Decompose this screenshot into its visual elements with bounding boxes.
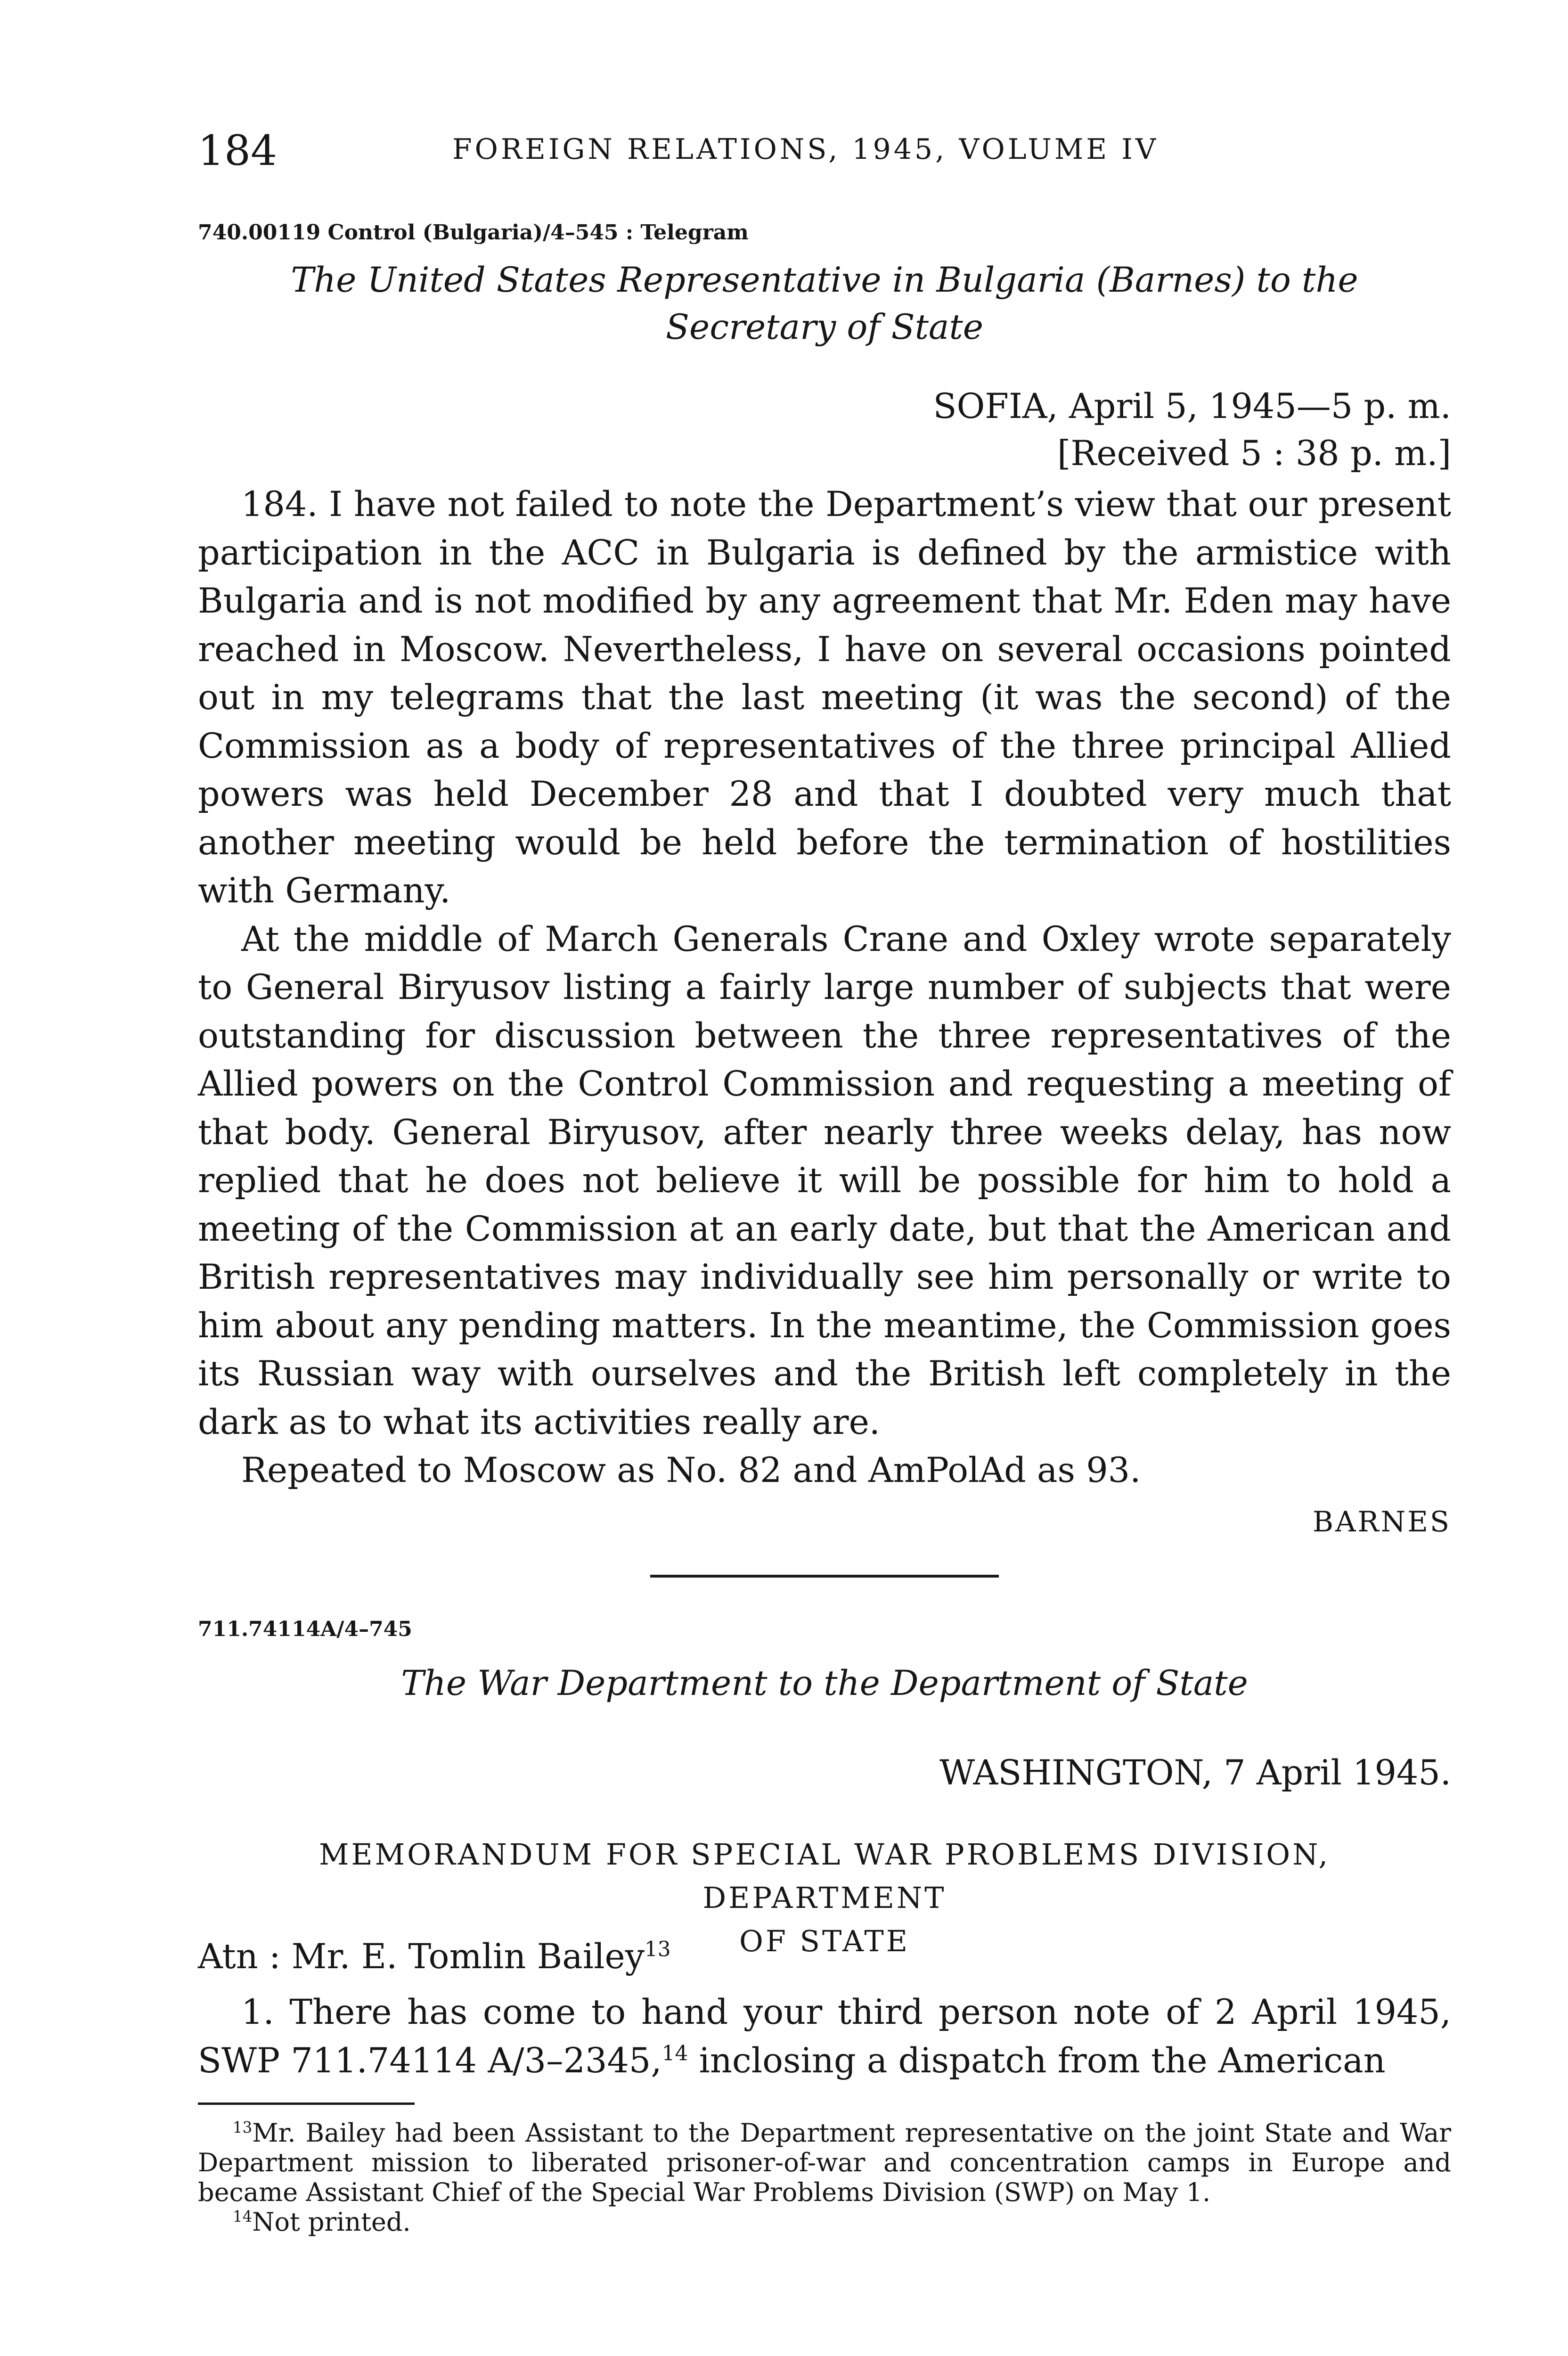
doc2-file-code: 711.74114A/4–745 (198, 1617, 412, 1641)
doc1-paragraph: Repeated to Moscow as No. 82 and AmPolAd as 93. (241, 1450, 1141, 1490)
footnote-14 (198, 2207, 1451, 2237)
footnote-ref-13: 13 (644, 1937, 671, 1962)
doc1-signature: BARNES (1313, 1505, 1451, 1538)
section-divider (650, 1575, 999, 1578)
doc2-para1-part2: inclosing a dispatch from the American (688, 2040, 1386, 2081)
footnote-ref-14: 14 (662, 2041, 688, 2066)
doc2-para1-part1: 1. There has come to hand your third person note of 2 April 1945, SWP 711.74114 A/3–2345, (198, 1992, 1451, 2081)
footnote-13 (198, 2118, 1451, 2207)
footnote-text: Not printed. (252, 2207, 411, 2237)
memo-heading-line2: OF STATE (739, 1924, 910, 1958)
doc2-dateline: WASHINGTON, 7 April 1945. (939, 1753, 1451, 1793)
doc1-file-code: 740.00119 Control (Bulgaria)/4–545 : Telegram (198, 221, 749, 245)
footnote-rule (198, 2102, 415, 2105)
doc2-title: The War Department to the Department of State (401, 1663, 1248, 1703)
doc2-paragraph (198, 1988, 1451, 2085)
memo-attention (198, 1937, 671, 1977)
doc1-title-line1: The United States Representative in Bulgaria (Barnes) to the (291, 260, 1358, 300)
document-page (198, 0, 1451, 2356)
footnote-text: Mr. Bailey had been Assistant to the Department representative on the joint State and War Department mission to liberated prisoner-of-war and concentration camps in Europe and became Assistant Chief of the Special War Problems Division (SWP) on May 1. (198, 2118, 1451, 2207)
doc1-title-line2: Secretary of State (666, 307, 983, 347)
doc1-dateline: SOFIA, April 5, 1945—5 p. m. (933, 386, 1451, 426)
page-number: 184 (198, 126, 277, 175)
footnote-marker: 14 (233, 2208, 253, 2225)
running-head: FOREIGN RELATIONS, 1945, VOLUME IV (452, 133, 1159, 166)
doc1-body (198, 481, 1451, 1495)
memo-heading-line1: MEMORANDUM FOR SPECIAL WAR PROBLEMS DIVISION, DEPARTMENT (318, 1837, 1331, 1915)
doc1-paragraph: At the middle of March Generals Crane and Oxley wrote separately to General Biryusov listing a fairly large number of subjects that were outstanding for discussion between the three representatives of the Allied powers on the Control Commission and requesting a meeting of that body. General Biryusov, after nearly three weeks delay, has now replied that he does not believe it will be possible for him to hold a meeting of the Commission at an early date, but that the American and British representatives may individually see him personally or write to him about any pending matters. In the meantime, the Commission goes its Russian way with ourselves and the British left completely in the dark as to what its activities really are. (198, 919, 1451, 1442)
page-header (198, 126, 1451, 178)
footnote-marker: 13 (233, 2119, 253, 2136)
attention-text: Atn : Mr. E. Tomlin Bailey (198, 1937, 645, 1977)
doc2-body (198, 1988, 1451, 2085)
doc1-received: [Received 5 : 38 p. m.] (1057, 434, 1451, 474)
doc1-paragraph: 184. I have not failed to note the Department’s view that our present participation in the ACC in Bulgaria is defined by the armistice with Bulgaria and is not modified by any agreement that Mr. Eden may have reached in Moscow. Nevertheless, I have on several occasions pointed out in my telegrams that the last meeting (it was the second) of the Commission as a body of representatives of the three principal Allied powers was held December 28 and that I doubted very much that another meeting would be held before the termination of hostilities with Germany. (198, 484, 1451, 911)
footnotes (198, 2118, 1451, 2237)
